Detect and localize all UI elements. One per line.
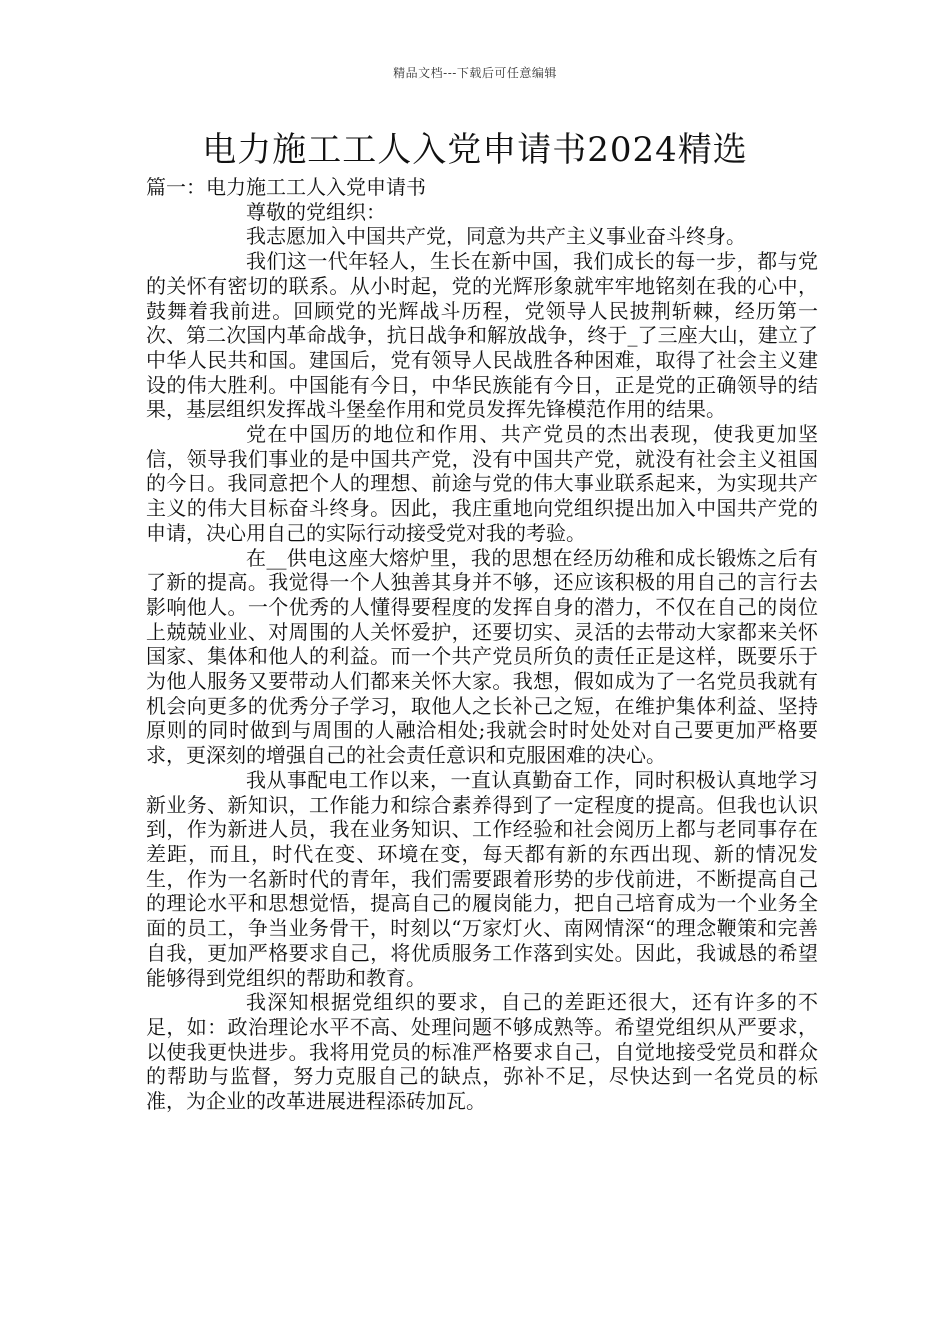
paragraph: 党在中国历的地位和作用、共产党员的杰出表现，使我更加坚信，领导我们事业的是中国共产党，没有中国共产党，就没有社会主义祖国的今日。我同意把个人的理想、前途与党的伟大事业联系起来，为实现共产主义的伟大目标奋斗终身。因此，我庄重地向党组织提出加入中国共产党的申请，决心用自己的实际行动接受党对我的考验。 (146, 422, 818, 545)
paragraph: 我们这一代年轻人，生长在新中国，我们成长的每一步，都与党的关怀有密切的联系。从小时起，党的光辉形象就牢牢地铭刻在我的心中，鼓舞着我前进。回顾党的光辉战斗历程，党领导人民披荆斩棘，经历第一次、第二次国内革命战争，抗日战争和解放战争，终于_了三座大山，建立了中华人民共和国。建国后，党有领导人民战胜各种困难，取得了社会主义建设的伟大胜利。中国能有今日，中华民族能有今日，正是党的正确领导的结果，基层组织发挥战斗堡垒作用和党员发挥先锋模范作用的结果。 (146, 249, 818, 422)
document-body (146, 175, 818, 1114)
document-title: 电力施工工人入党申请书2024精选 (202, 130, 748, 170)
section-heading: 篇一：电力施工工人入党申请书 (146, 175, 426, 199)
header-note: 精品文档---下载后可任意编辑 (393, 66, 557, 80)
salutation: 尊敬的党组织： (246, 199, 386, 224)
paragraph: 在__供电这座大熔炉里，我的思想在经历幼稚和成长锻炼之后有了新的提高。我觉得一个人独善其身并不够，还应该积极的用自己的言行去影响他人。一个优秀的人懂得要程度的发挥自身的潜力，不仅在自己的岗位上兢兢业业、对周围的人关怀爱护，还要切实、灵活的去带动大家都来关怀国家、集体和他人的利益。而一个共产党员所负的责任正是这样，既要乐于为他人服务又要带动人们都来关怀大家。我想，假如成为了一名党员我就有机会向更多的优秀分子学习，取他人之长补己之短，在维护集体利益、坚持原则的同时做到与周围的人融洽相处;我就会时时处处对自己要更加严格要求，更深刻的增强自己的社会责任意识和克服困难的决心。 (146, 545, 818, 768)
paragraph: 我志愿加入中国共产党，同意为共产主义事业奋斗终身。 (246, 224, 746, 249)
paragraph: 我深知根据党组织的要求，自己的差距还很大，还有许多的不足，如：政治理论水平不高、处理问题不够成熟等。希望党组织从严要求，以使我更快进步。我将用党员的标准严格要求自己，自觉地接受党员和群众的帮助与监督，努力克服自己的缺点，弥补不足，尽快达到一名党员的标准，为企业的改革进展进程添砖加瓦。 (146, 990, 818, 1114)
paragraph: 我从事配电工作以来，一直认真勤奋工作，同时积极认真地学习新业务、新知识，工作能力和综合素养得到了一定程度的提高。但我也认识到，作为新进人员，我在业务知识、工作经验和社会阅历上都与老同事存在差距，而且，时代在变、环境在变，每天都有新的东西出现、新的情况发生，作为一名新时代的青年，我们需要跟着形势的步伐前进，不断提高自己的理论水平和思想觉悟，提高自己的履岗能力，把自己培育成为一个业务全面的员工，争当业务骨干，时刻以“万家灯火、南网情深“的理念鞭策和完善自我，更加严格要求自己，将优质服务工作落到实处。因此，我诚恳的希望能够得到党组织的帮助和教育。 (146, 767, 818, 990)
